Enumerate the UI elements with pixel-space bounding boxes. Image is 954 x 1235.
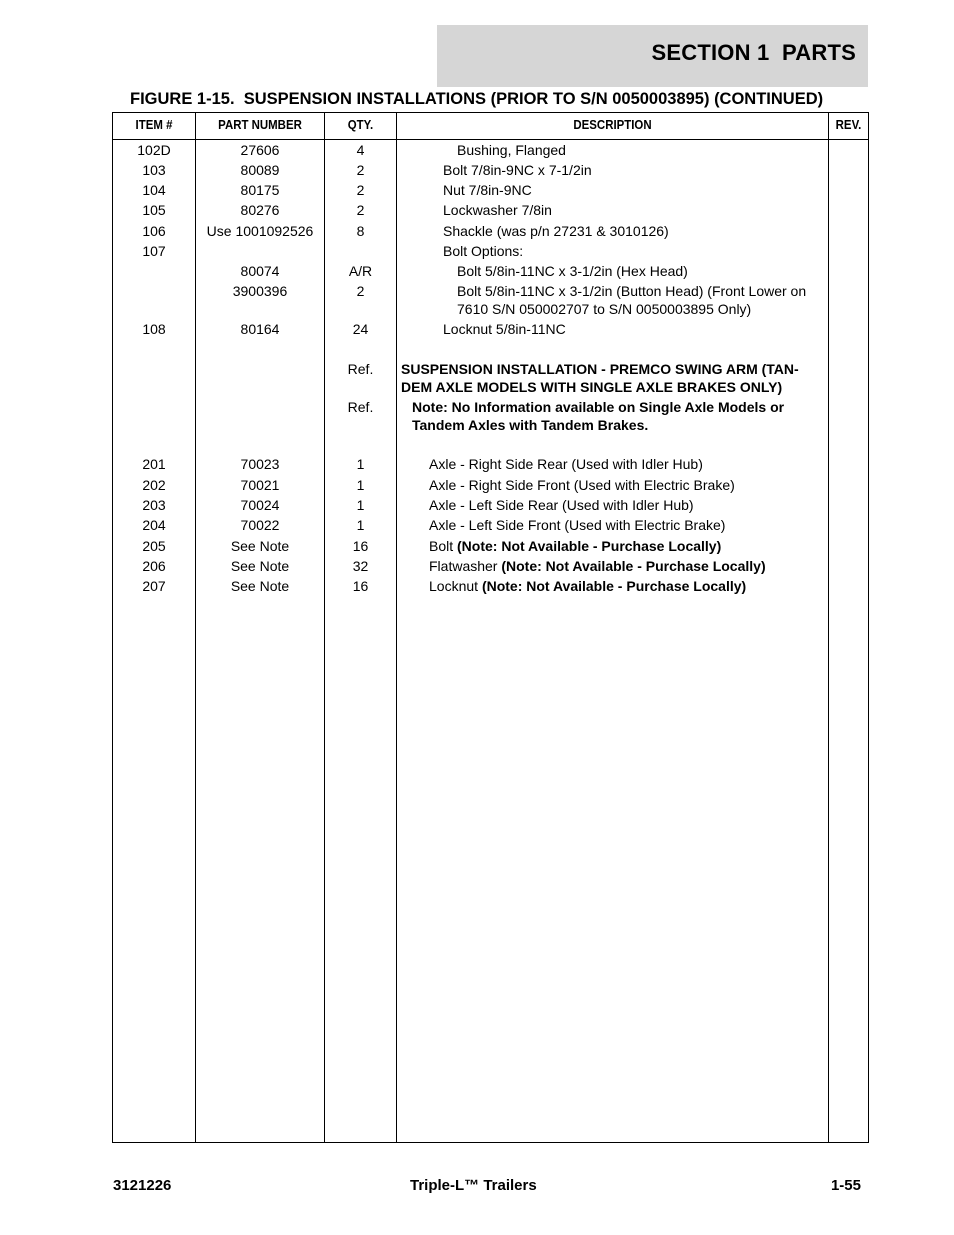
description [397, 496, 859, 514]
item-number: 108 [142, 321, 166, 337]
part-number: 80089 [240, 162, 280, 178]
description [397, 161, 873, 179]
item-number: 207 [142, 578, 166, 594]
part-number: See Note [230, 578, 290, 594]
description [397, 242, 873, 260]
quantity: Ref. [347, 361, 374, 377]
description-line: Shackle (was p/n 27231 & 3010126) [443, 223, 669, 239]
header-item: ITEM # [135, 117, 173, 132]
description [397, 557, 859, 575]
description [397, 537, 859, 555]
part-number: 70022 [240, 517, 280, 533]
description [397, 181, 873, 199]
description-line: Locknut 5/8in-11NC [443, 321, 566, 337]
section-title: SECTION 1 PARTS [651, 40, 856, 65]
page-number: 1-55 [830, 1177, 861, 1194]
item-number: 204 [142, 517, 166, 533]
item-number: 206 [142, 558, 166, 574]
description [397, 455, 859, 473]
quantity: 1 [356, 477, 365, 493]
description-line: Nut 7/8in-9NC [443, 182, 532, 198]
quantity: 2 [356, 283, 365, 299]
part-number: 3900396 [232, 283, 288, 299]
part-number: Use 1001092526 [206, 223, 314, 239]
quantity: 1 [356, 517, 365, 533]
quantity: 8 [356, 223, 365, 239]
header-rev: REV. [835, 117, 862, 132]
header-qty: QTY. [347, 117, 374, 132]
description-note: (Note: Not Available - Purchase Locally) [481, 578, 747, 594]
quantity: 32 [352, 558, 369, 574]
header-divider [113, 139, 868, 140]
description-line: Axle - Left Side Rear (Used with Idler Hub) [429, 497, 694, 513]
part-number: 80164 [240, 321, 280, 337]
quantity: 1 [356, 456, 365, 472]
part-number: 80074 [240, 263, 280, 279]
item-number: 107 [142, 243, 166, 259]
description-line: Note: No Information available on Single Axle Models or [412, 399, 785, 415]
description [397, 476, 859, 494]
item-number: 105 [142, 202, 166, 218]
quantity: 16 [352, 578, 369, 594]
part-number: 70023 [240, 456, 280, 472]
description [397, 577, 859, 595]
description-line: DEM AXLE MODELS WITH SINGLE AXLE BRAKES ONLY) [401, 379, 783, 395]
part-number: 70024 [240, 497, 280, 513]
parts-table [112, 112, 869, 1143]
header-description: DESCRIPTION [573, 117, 652, 132]
quantity: 24 [352, 321, 369, 337]
section-header-box [437, 25, 868, 87]
part-number: 27606 [240, 142, 280, 158]
part-number: 70021 [240, 477, 280, 493]
quantity: 2 [356, 182, 365, 198]
quantity: 1 [356, 497, 365, 513]
part-number: 80175 [240, 182, 280, 198]
item-number: 202 [142, 477, 166, 493]
header-part-number: PART NUMBER [218, 117, 302, 132]
description [397, 360, 831, 396]
description-line: Axle - Left Side Front (Used with Electric Brake) [429, 517, 726, 533]
description [397, 262, 887, 280]
description-line: Axle - Right Side Rear (Used with Idler Hub) [429, 456, 703, 472]
quantity: Ref. [347, 399, 374, 415]
description-line: SUSPENSION INSTALLATION - PREMCO SWING ARM (TAN- [401, 361, 799, 377]
item-number: 102D [137, 142, 171, 158]
description-line: Bolt 7/8in-9NC x 7-1/2in [443, 162, 592, 178]
quantity: A/R [348, 263, 373, 279]
description [397, 398, 842, 434]
item-number: 104 [142, 182, 166, 198]
quantity: 2 [356, 202, 365, 218]
description-line: Bolt Options: [443, 243, 524, 259]
description [397, 222, 873, 240]
item-number: 106 [142, 223, 166, 239]
doc-number: 3121226 [113, 1177, 172, 1194]
description-line: Bolt 5/8in-11NC x 3-1/2in (Button Head) (Front Lower on [457, 283, 807, 299]
item-number: 103 [142, 162, 166, 178]
description-line: Tandem Axles with Tandem Brakes. [412, 417, 649, 433]
part-number: See Note [230, 558, 290, 574]
item-number: 203 [142, 497, 166, 513]
description-line: 7610 S/N 050002707 to S/N 0050003895 Only) [457, 301, 752, 317]
description [397, 201, 873, 219]
description [397, 516, 859, 534]
description-note: (Note: Not Available - Purchase Locally) [457, 538, 722, 554]
part-number: 80276 [240, 202, 280, 218]
quantity: 16 [352, 538, 369, 554]
figure-title: FIGURE 1-15. SUSPENSION INSTALLATIONS (PRIOR TO S/N 0050003895) (CONTINUED) [130, 90, 824, 108]
description-line: Bolt 5/8in-11NC x 3-1/2in (Hex Head) [457, 263, 688, 279]
description [397, 141, 887, 159]
description-line: Lockwasher 7/8in [443, 202, 552, 218]
product-name: Triple-L™ Trailers [410, 1177, 537, 1194]
description-text: Flatwasher [429, 558, 502, 574]
description-line: Axle - Right Side Front (Used with Electric Brake) [429, 477, 735, 493]
part-number: See Note [230, 538, 290, 554]
item-number: 201 [142, 456, 166, 472]
description-text: Bolt [429, 538, 458, 554]
description [397, 282, 887, 318]
description [397, 320, 873, 338]
description-note: (Note: Not Available - Purchase Locally) [501, 558, 766, 574]
item-number: 205 [142, 538, 166, 554]
quantity: 2 [356, 162, 365, 178]
description-text: Locknut [429, 578, 482, 594]
quantity: 4 [356, 142, 365, 158]
description-line: Bushing, Flanged [457, 142, 566, 158]
